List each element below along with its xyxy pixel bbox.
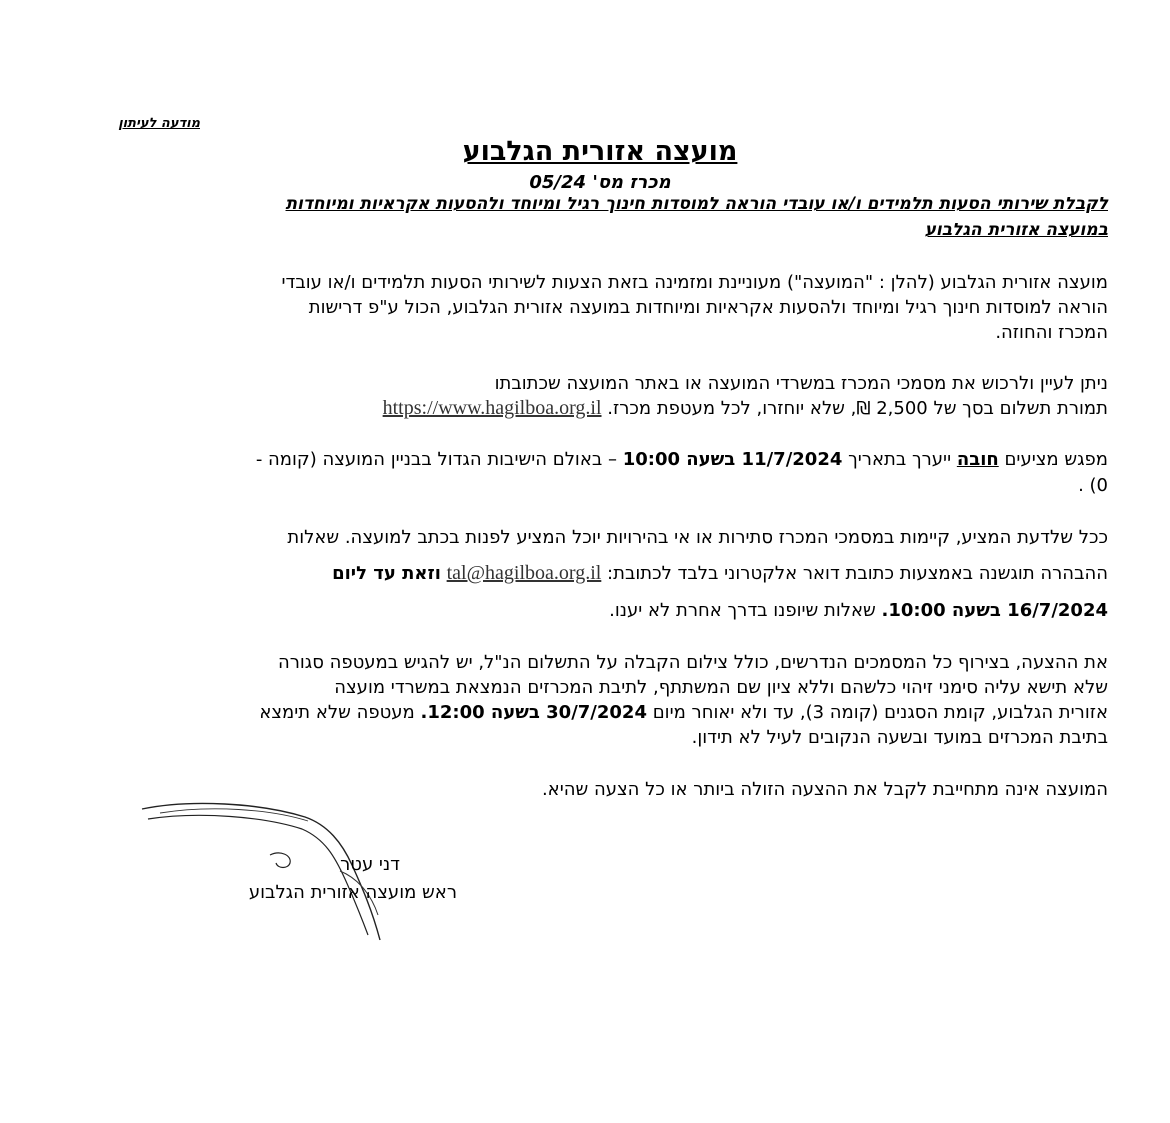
para2-line1: ניתן לעיין ולרכוש את מסמכי המכרז במשרדי המועצה או באתר המועצה שכתובתו	[494, 373, 1108, 394]
submission-text: אזורית הגלבוע, קומת הסגנים (קומה 3), עד ולא יאוחר מיום	[652, 702, 1108, 723]
para3-line2: 0) .	[1078, 475, 1108, 496]
para4-line3	[609, 600, 1108, 621]
signatory-role: ראש מועצה אזורית הגלבוע	[248, 882, 457, 903]
press-label: מודעה לעיתון	[118, 116, 200, 131]
para4-line2	[332, 562, 1108, 585]
website-link[interactable]: https://www.hagilboa.org.il	[382, 397, 602, 419]
submission-note: מעטפה שלא תימצא	[259, 702, 415, 723]
para1-line2: הוראה למוסדות חינוך רגיל ומיוחד ולהסעות אקראיות ומיוחדות במועצה אזורית הגלבוע, הכול ע"פ דרישות	[308, 297, 1108, 318]
para2-line2	[383, 397, 1108, 420]
para5-line4: בתיבת המכרזים במועד ובשעה הנקובים לעיל לא תידון.	[691, 727, 1108, 748]
subject-line-2: במועצה אזורית הגלבוע	[924, 220, 1108, 240]
meeting-mid: ייערך בתאריך	[848, 449, 952, 470]
clarification-until: וזאת עד ליום	[332, 563, 441, 584]
tender-number: מכרז מס' 05/24	[529, 172, 671, 193]
para6-disclaimer: המועצה אינה מתחייבת לקבל את ההצעה הזולה ביותר או כל הצעה שהיא.	[541, 779, 1108, 800]
subject-line-1: לקבלת שירותי הסעות תלמידים ו/או עובדי הוראה למוסדות חינוך רגיל ומיוחד ולהסעות אקראיות ומיוחדות	[285, 194, 1108, 214]
meeting-prefix: מפגש מציעים	[1004, 449, 1108, 470]
email-link[interactable]: tal@hagilboa.org.il	[446, 562, 602, 584]
signatory-name: דני עטר	[340, 854, 400, 875]
submission-deadline: 30/7/2024 בשעה 12:00.	[420, 702, 647, 723]
para2-payment-text: תמורת תשלום בסך של 2,500 ₪, שלא יוחזרו, לכל מעטפת מכרז.	[607, 398, 1108, 419]
meeting-datetime: 11/7/2024 בשעה 10:00	[622, 449, 843, 470]
para5-line1: את ההצעה, בצירוף כל המסמכים הנדרשים, כולל צילום הקבלה על התשלום הנ"ל, יש להגיש במעטפה סגורה	[277, 652, 1108, 673]
para3-line1	[256, 449, 1108, 470]
clarification-deadline: 16/7/2024 בשעה 10:00.	[881, 600, 1108, 621]
mandatory-word: חובה	[956, 449, 999, 470]
clarification-text: ההבהרה תוגשנה באמצעות כתובת דואר אלקטרוני בלבד לכתובת:	[607, 563, 1108, 584]
para5-line2: שלא תישא עליה סימני זיהוי כלשהם וללא ציון שם המשתתף, לתיבת המכרזים הנמצאת במשרדי מועצה	[334, 677, 1108, 698]
para1-line3: המכרז והחוזה.	[995, 322, 1108, 343]
para4-line1: ככל שלדעת המציע, קיימות במסמכי המכרז סתירות או אי בהירויות יוכל המציע לפנות בכתב למועצה. שאלות	[287, 527, 1108, 548]
clarification-note: שאלות שיופנו בדרך אחרת לא יענו.	[609, 600, 876, 621]
para1-line1: מועצה אזורית הגלבוע (להלן : "המועצה") מעוניינת ומזמינה בזאת הצעות לשירותי הסעות תלמידים ו/או עובדי	[281, 272, 1108, 293]
meeting-location: – באולם הישיבות הגדול בבניין המועצה (קומה -	[255, 449, 617, 470]
para5-line3	[259, 702, 1108, 723]
council-title: מועצה אזורית הגלבוע	[462, 136, 738, 167]
